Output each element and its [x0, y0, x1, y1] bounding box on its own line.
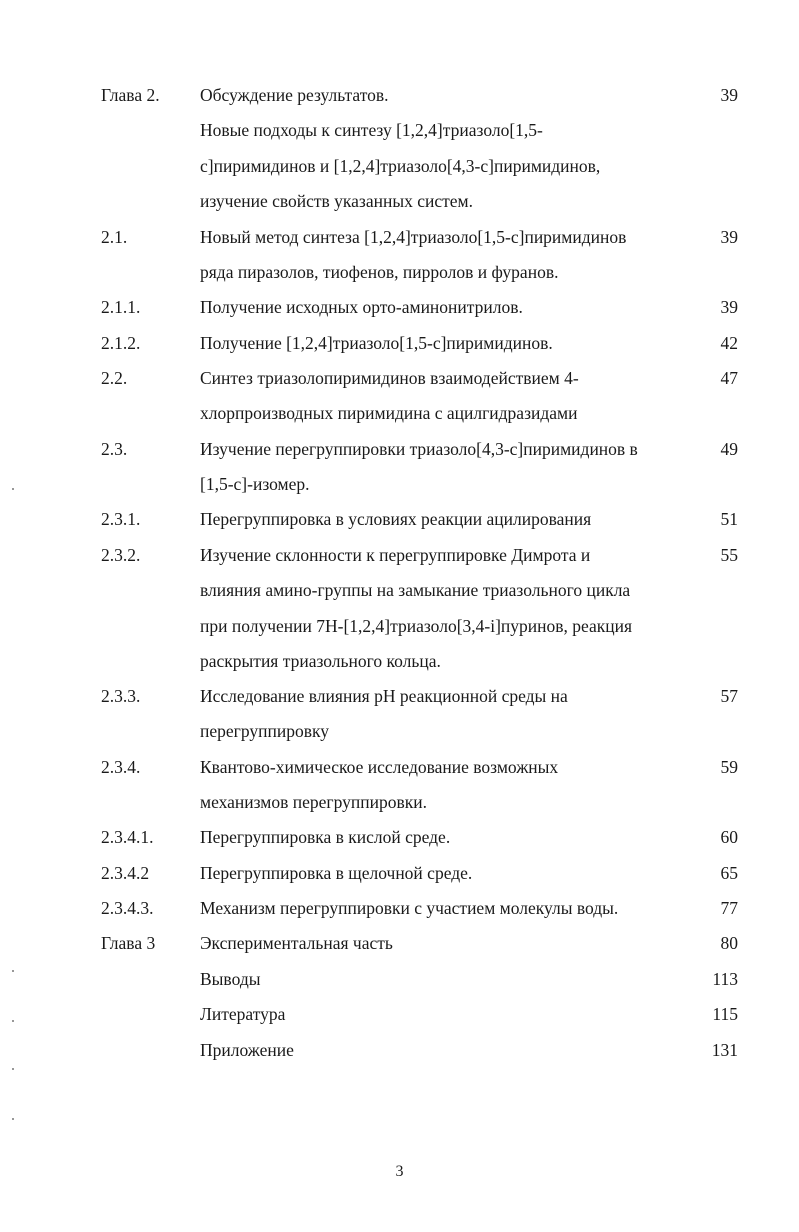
toc-entry-page: 80 [720, 933, 738, 953]
toc-entry-title [200, 432, 690, 503]
toc-entry-title [200, 679, 690, 750]
toc-entry-title [200, 926, 690, 961]
toc-entry-title-line: Перегруппировка в условиях реакции ацилирования [200, 509, 592, 529]
toc-entry-number: 2.3.1. [101, 509, 141, 529]
toc-entry-title-line: Новый метод синтеза [1,2,4]триазоло[1,5-c]пиримидинов [200, 227, 627, 247]
toc-entry-title [200, 750, 690, 821]
scan-artifact [12, 1118, 14, 1120]
toc-entry-title-line: Механизм перегруппировки с участием молекулы воды. [200, 898, 619, 918]
toc-entry-title [200, 361, 690, 432]
toc-entry-page: 49 [720, 439, 738, 459]
toc-entry-title-line: Перегруппировка в щелочной среде. [200, 863, 473, 883]
toc-entry-number: 2.3.4. [101, 757, 141, 777]
toc-entry-page: 59 [720, 757, 738, 777]
toc-entry-page: 39 [720, 85, 738, 105]
toc-entry-title-line: Перегруппировка в кислой среде. [200, 827, 451, 847]
toc-entry-number: 2.1.2. [101, 333, 141, 353]
toc-entry-title-line: ряда пиразолов, тиофенов, пирролов и фуранов. [200, 262, 559, 283]
toc-entry-title-line: Получение исходных орто-аминонитрилов. [200, 297, 523, 317]
toc-entry-title [200, 1033, 690, 1068]
toc-entry-title-line: Литература [200, 1004, 286, 1024]
toc-entry-number: 2.3.4.1. [101, 827, 154, 847]
toc-entry-title-line: Выводы [200, 969, 261, 989]
toc-entry-title [200, 78, 690, 219]
toc-entry-title [200, 326, 690, 361]
toc-entry-title-line: механизмов перегруппировки. [200, 792, 427, 813]
toc-entry-number: 2.2. [101, 368, 128, 388]
toc-entry-page: 42 [720, 333, 738, 353]
toc-entry-page: 57 [720, 686, 738, 706]
toc-entry-number: 2.3. [101, 439, 128, 459]
toc-entry-title-line: хлорпроизводных пиримидина с ацилгидразидами [200, 403, 578, 424]
toc-entry-title-line: Новые подходы к синтезу [1,2,4]триазоло[1,5- [200, 120, 543, 141]
toc-entry-title [200, 856, 690, 891]
toc-entry-page: 113 [712, 969, 738, 989]
toc-entry-title [200, 290, 690, 325]
page-number: 3 [395, 1163, 404, 1180]
toc-entry-title-line: Экспериментальная часть [200, 933, 393, 953]
toc-entry-page: 39 [720, 297, 738, 317]
scan-artifact [12, 488, 14, 490]
toc-entry-title-line: перегруппировку [200, 721, 329, 742]
toc-entry-title [200, 962, 690, 997]
toc-entry-title-line: при получении 7H-[1,2,4]триазоло[3,4-i]пуринов, реакция [200, 615, 633, 636]
toc-entry-page: 51 [720, 509, 738, 529]
toc-entry-page: 39 [720, 227, 738, 247]
toc-entry-title [200, 538, 690, 679]
toc-entry-title [200, 502, 690, 537]
toc-entry-page: 47 [720, 368, 738, 388]
toc-entry-title [200, 891, 690, 926]
toc-entry-title-line: Синтез триазолопиримидинов взаимодействием 4- [200, 368, 579, 388]
toc-entry-title-line: Исследование влияния pH реакционной среды на [200, 686, 568, 706]
toc-entry-title-line: [1,5-c]-изомер. [200, 474, 310, 495]
scan-artifact [12, 1020, 14, 1022]
toc-entry-title-line: раскрытия триазольного кольца. [200, 650, 441, 671]
toc-entry-page: 60 [720, 827, 738, 847]
toc-entry-number: 2.1.1. [101, 297, 141, 317]
toc-entry-number: 2.3.3. [101, 686, 141, 706]
scan-artifact [12, 970, 14, 972]
toc-entry-title-line: влияния амино-группы на замыкание триазольного цикла [200, 580, 631, 601]
toc-entry-page: 77 [720, 898, 738, 918]
toc-entry-title-line: Квантово-химическое исследование возможных [200, 757, 559, 777]
toc-entry-title-line: изучение свойств указанных систем. [200, 190, 473, 211]
toc-entry-number: Глава 3 [101, 933, 156, 953]
toc-entry-number: Глава 2. [101, 85, 160, 105]
toc-entry-page: 65 [720, 863, 738, 883]
toc-entry-title-line: Приложение [200, 1040, 294, 1060]
toc-entry-number: 2.1. [101, 227, 128, 247]
toc-entry-number: 2.3.4.2 [101, 863, 150, 883]
toc-entry-title-line: Изучение склонности к перегруппировке Димрота и [200, 545, 591, 565]
toc-entry-page: 115 [712, 1004, 738, 1024]
toc-entry-title [200, 820, 690, 855]
toc-entry-number: 2.3.2. [101, 545, 141, 565]
toc-entry-title [200, 220, 690, 291]
toc-entry-number: 2.3.4.3. [101, 898, 154, 918]
toc-entry-title [200, 997, 690, 1032]
toc-entry-page: 131 [711, 1040, 738, 1060]
toc-entry-title-line: Изучение перегруппировки триазоло[4,3-c]пиримидинов в [200, 439, 638, 459]
toc-entry-title-line: Обсуждение результатов. [200, 85, 389, 105]
toc-entry-title-line: c]пиримидинов и [1,2,4]триазоло[4,3-c]пиримидинов, [200, 155, 601, 176]
toc-entry-title-line: Получение [1,2,4]триазоло[1,5-c]пиримидинов. [200, 333, 553, 353]
scan-artifact [12, 1068, 14, 1070]
toc-entry-page: 55 [720, 545, 738, 565]
